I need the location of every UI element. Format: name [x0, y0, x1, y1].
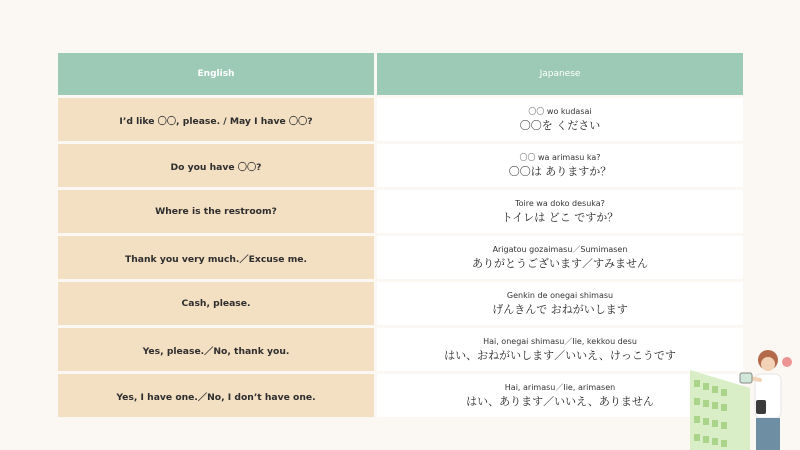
japanese-cell [377, 144, 743, 187]
kana-text: げんきんで おねがいします [492, 302, 628, 316]
header-japanese: Japanese [377, 53, 743, 95]
romaji-text: Arigatou gozaimasu／Sumimasen [492, 244, 628, 254]
japanese-cell [377, 190, 743, 233]
kana-text: 〇〇は ありますか？ [508, 164, 612, 178]
japanese-cell [377, 236, 743, 279]
shopper-woman-illustration [690, 340, 800, 450]
english-cell: Where is the restroom? [58, 190, 374, 233]
phrase-table [58, 53, 743, 417]
japanese-cell [377, 374, 743, 417]
kana-text: ありがとうございます／すみません [472, 256, 648, 270]
kana-text: 〇〇を ください [519, 118, 601, 132]
romaji-text: Hai, arimasu／Iie, arimasen [504, 382, 616, 392]
japanese-cell [377, 328, 743, 371]
kana-text: はい、おねがいします／いいえ、けっこうです [444, 348, 676, 362]
english-cell: Cash, please. [58, 282, 374, 325]
english-cell: Yes, I have one.／No, I don’t have one. [58, 374, 374, 417]
english-cell: Do you have 〇〇? [58, 144, 374, 187]
kana-text: トイレは どこ ですか？ [501, 210, 619, 224]
english-cell: I’d like 〇〇, please. / May I have 〇〇? [58, 98, 374, 141]
romaji-text: Toire wa doko desuka? [515, 198, 605, 208]
romaji-text: 〇〇 wo kudasai [528, 106, 592, 116]
english-cell: Thank you very much.／Excuse me. [58, 236, 374, 279]
kana-text: はい、あります／いいえ、ありません [466, 394, 654, 408]
romaji-text: 〇〇 wa arimasu ka? [519, 152, 601, 162]
romaji-text: Genkin de onegai shimasu [506, 290, 614, 300]
romaji-text: Hai, onegai shimasu／Iie, kekkou desu [483, 336, 637, 346]
japanese-cell [377, 98, 743, 141]
japanese-cell [377, 282, 743, 325]
english-cell: Yes, please.／No, thank you. [58, 328, 374, 371]
header-english: English [58, 53, 374, 95]
